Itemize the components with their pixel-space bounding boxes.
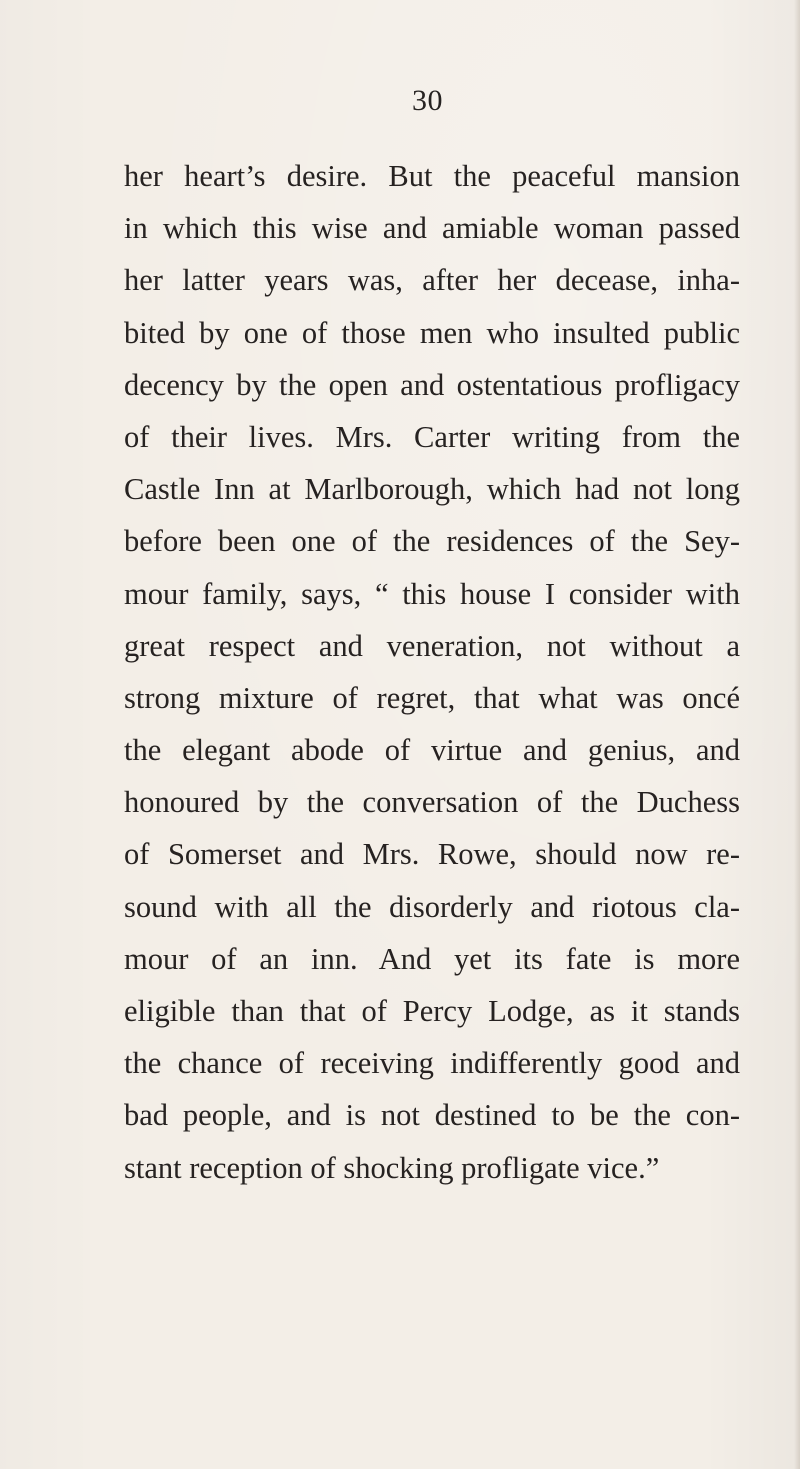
text-line: mour family, says, “ this house I consider with xyxy=(124,576,740,611)
text-line: mour of an inn. And yet its fate is more xyxy=(124,941,740,976)
text-line: eligible than that of Percy Lodge, as it stands xyxy=(124,994,740,1028)
page-edge-shadow xyxy=(794,0,800,1469)
text-line: strong mixture of regret, that what was oncé xyxy=(124,680,740,715)
text-line: decency by the open and ostentatious profligacy xyxy=(124,367,740,402)
text-line: of their lives. Mrs. Carter writing from the xyxy=(124,419,740,454)
text-line: great respect and veneration, not without a xyxy=(124,628,740,663)
text-line: in which this wise and amiable woman passed xyxy=(124,211,740,246)
text-line: honoured by the conversation of the Duchess xyxy=(124,785,740,820)
text-line: the elegant abode of virtue and genius, and xyxy=(124,733,740,768)
text-line-last: stant reception of shocking profligate vice.” xyxy=(124,1150,660,1185)
text-line: the chance of receiving indifferently good and xyxy=(124,1046,740,1081)
text-line: her heart’s desire. But the peaceful mansion xyxy=(124,159,740,193)
page-number: 30 xyxy=(412,84,443,117)
text-line: before been one of the residences of the Sey- xyxy=(124,524,740,559)
text-line: Castle Inn at Marlborough, which had not long xyxy=(124,472,740,507)
text-line: of Somerset and Mrs. Rowe, should now re- xyxy=(124,837,740,872)
text-line: bited by one of those men who insulted public xyxy=(124,315,740,350)
text-line: her latter years was, after her decease, inha- xyxy=(124,263,740,298)
body-text xyxy=(124,150,740,1194)
text-line: sound with all the disorderly and riotous cla- xyxy=(124,889,740,924)
text-line: bad people, and is not destined to be the con- xyxy=(124,1098,740,1133)
